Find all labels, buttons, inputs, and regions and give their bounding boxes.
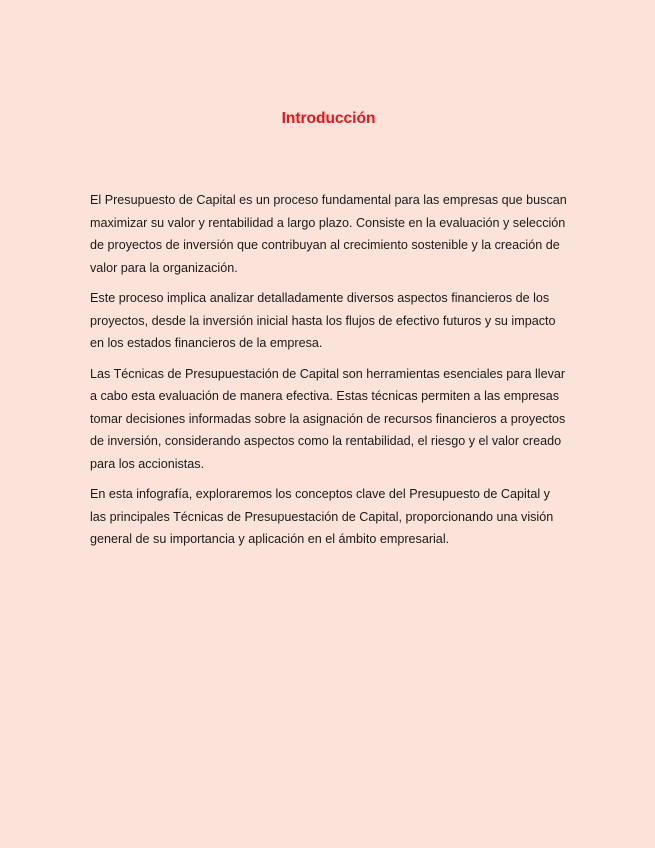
paragraph-1: El Presupuesto de Capital es un proceso fundamental para las empresas que buscan maximizar su valor y rentabilidad a largo plazo. Consiste en la evaluación y selección de proyectos de inversión que contribuyan al crecimiento sostenible y la creación de valor para la organización. — [90, 193, 567, 275]
page-title: Introducción — [281, 110, 376, 127]
paragraph-3: Las Técnicas de Presupuestación de Capital son herramientas esenciales para llevar a cabo esta evaluación de manera efectiva. Estas técnicas permiten a las empresas tomar decisiones informadas sobre la asignación de recursos financieros a proyectos de inversión, considerando aspectos como la rentabilidad, el riesgo y el valor creado para los accionistas. — [90, 366, 566, 471]
paragraph-4: En esta infografía, exploraremos los conceptos clave del Presupuesto de Capital y las principales Técnicas de Presupuestación de Capital, proporcionando una visión general de su importancia y aplicación en el ámbito empresarial. — [90, 487, 554, 546]
paragraph-2: Este proceso implica analizar detalladamente diversos aspectos financieros de los proyectos, desde la inversión inicial hasta los flujos de efectivo futuros y su impacto en los estados financieros de la empresa. — [90, 291, 556, 350]
document-body — [90, 189, 567, 551]
